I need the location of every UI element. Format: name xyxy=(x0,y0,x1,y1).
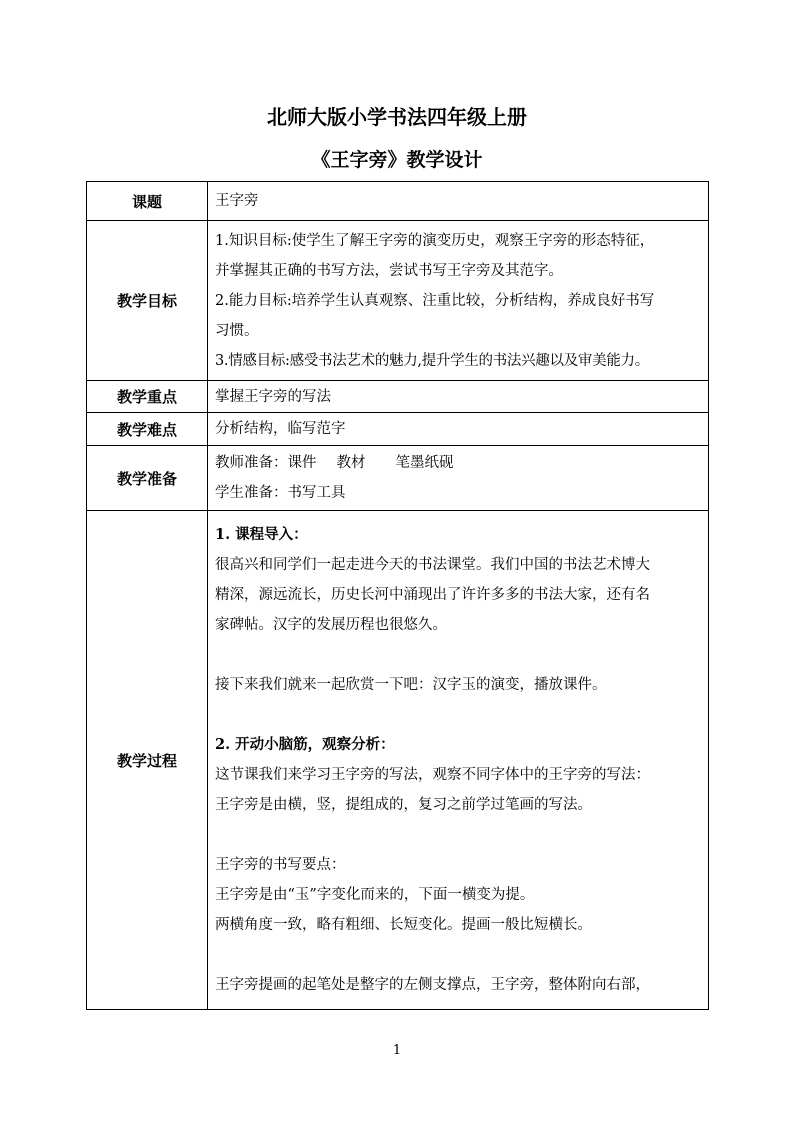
table-row-preparation xyxy=(87,446,709,511)
paragraph-line: 王字旁是由横，竖，提组成的，复习之前学过笔画的写法。 xyxy=(215,797,592,813)
process-label: 教学过程 xyxy=(87,511,208,1010)
paragraph-line: 王字旁是由“玉”字变化而来的，下面一横变为提。 xyxy=(215,887,535,903)
preparation-label: 教学准备 xyxy=(87,446,208,511)
goals-line: 3.情感目标:感受书法艺术的魅力,提升学生的书法兴趣以及审美能力。 xyxy=(215,352,649,369)
section-heading: 1. 课程导入： xyxy=(215,526,308,543)
section-heading: 2. 开动小脑筋，观察分析： xyxy=(215,736,395,753)
focus-label: 教学重点 xyxy=(87,381,208,413)
goals-line: 2.能力目标:培养学生认真观察、注重比较，分析结构，养成良好书写 xyxy=(215,292,655,309)
paragraph-line: 这节课我们来学习王字旁的写法，观察不同字体中的王字旁的写法： xyxy=(215,767,650,783)
document-subtitle: 《王字旁》教学设计 xyxy=(311,149,483,171)
difficulty-value: 分析结构，临写范字 xyxy=(208,413,709,446)
table-row-focus xyxy=(87,381,709,413)
student-preparation: 学生准备：书写工具 xyxy=(215,485,346,501)
table-row-goals xyxy=(87,221,709,381)
paragraph-line: 王字旁的书写要点： xyxy=(215,857,346,873)
paragraph-line: 王字旁提画的起笔处是整字的左侧支撑点，王字旁，整体附向右部， xyxy=(215,977,650,993)
goals-line: 习惯。 xyxy=(215,322,259,339)
lesson-plan-table xyxy=(86,181,709,1010)
focus-value: 掌握王字旁的写法 xyxy=(208,381,709,413)
table-row-process xyxy=(87,511,709,1010)
paragraph-line: 很高兴和同学们一起走进今天的书法课堂。我们中国的书法艺术博大 xyxy=(215,557,650,573)
topic-label: 课题 xyxy=(87,182,208,221)
process-content xyxy=(208,511,709,1010)
page-number: 1 xyxy=(392,1043,402,1058)
paragraph-line: 接下来我们就来一起欣赏一下吧：汉字玉的演变，播放课件。 xyxy=(215,677,607,693)
goals-label: 教学目标 xyxy=(87,221,208,381)
teacher-prep-item: 教材 xyxy=(336,455,366,471)
topic-value: 王字旁 xyxy=(208,182,709,221)
teacher-prep-prefix: 教师准备：课件 xyxy=(215,455,317,471)
paragraph-line: 家碑帖。汉字的发展历程也很悠久。 xyxy=(215,617,447,633)
table-row-difficulty xyxy=(87,413,709,446)
table-row-topic xyxy=(87,182,709,221)
difficulty-label: 教学难点 xyxy=(87,413,208,446)
goals-line: 并掌握其正确的书写方法，尝试书写王字旁及其范字。 xyxy=(215,262,563,279)
preparation-content xyxy=(208,446,709,511)
goals-line: 1.知识目标:使学生了解王字旁的演变历史，观察王字旁的形态特征， xyxy=(215,232,655,249)
teacher-prep-item: 笔墨纸砚 xyxy=(395,455,454,471)
paragraph-line: 两横角度一致，略有粗细、长短变化。提画一般比短横长。 xyxy=(215,917,592,933)
paragraph-line: 精深，源远流长，历史长河中涌现出了许许多多的书法大家，还有名 xyxy=(215,587,650,603)
goals-content xyxy=(208,221,709,381)
teacher-preparation xyxy=(215,448,704,478)
document-title: 北师大版小学书法四年级上册 xyxy=(267,105,527,129)
